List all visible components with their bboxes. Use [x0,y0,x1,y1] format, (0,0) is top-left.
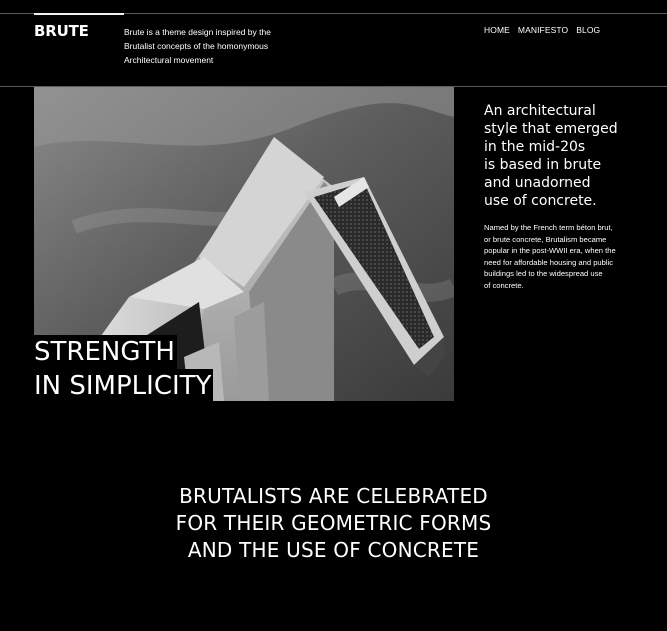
lead-line: use of concrete. [484,193,597,209]
hero-title [34,335,213,403]
lead-line: style that emerged [484,121,618,137]
site-tagline [124,25,294,67]
lead-line: in the mid-20s [484,139,586,155]
lead-paragraph [484,102,644,210]
lead-line: is based in brute [484,157,602,173]
tagline-line: Brutalist concepts of the homonymous [124,41,269,51]
description-line: of concrete. [484,280,524,290]
description-line: need for affordable housing and public [484,257,614,267]
statement-heading [0,483,667,564]
description-paragraph [484,222,644,292]
description-line: buildings led to the widespread use [484,269,603,279]
nav-home-link[interactable]: HOME [484,25,510,35]
statement-line: AND THE USE OF CONCRETE [187,538,480,562]
hero-title-line: IN SIMPLICITY [34,371,212,401]
hero-title-line: STRENGTH [34,337,175,367]
site-logo[interactable]: BRUTE [34,22,89,40]
description-line: or brute concrete, Brutalism became [484,234,607,244]
tagline-line: Brute is a theme design inspired by the [124,27,271,37]
description-line: popular in the post-WWII era, when the [484,246,616,256]
statement-line: BRUTALISTS ARE CELEBRATED [179,484,488,508]
nav-blog-link[interactable]: BLOG [576,25,601,35]
description-line: Named by the French term béton brut, [484,223,613,232]
lead-line: An architectural [484,103,596,119]
lead-line: and unadorned [484,175,591,191]
main-nav [484,25,600,35]
nav-manifesto-link[interactable]: MANIFESTO [517,25,569,35]
statement-line: FOR THEIR GEOMETRIC FORMS [175,511,492,535]
tagline-line: Architectural movement [124,55,214,65]
logo-accent-bar [34,13,124,15]
